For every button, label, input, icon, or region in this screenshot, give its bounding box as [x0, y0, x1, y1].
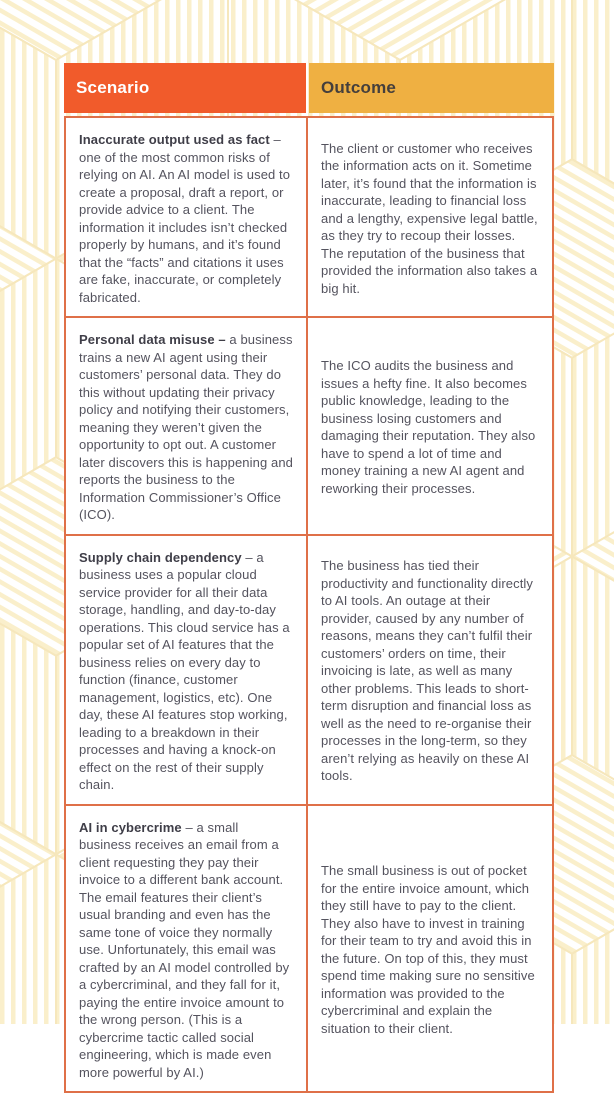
table-row — [66, 318, 552, 536]
table-row — [66, 536, 552, 806]
table-row — [66, 118, 552, 318]
scenario-cell — [66, 806, 308, 1092]
outcome-text: The ICO audits the business and issues a hefty fine. It also becomes public knowledge, leading to the business losing customers and damaging their reputation. They also have to spend a lot of time and money training a new AI agent and reworking their processes. — [321, 358, 536, 496]
scenario-lead: Inaccurate output used as fact — [79, 132, 270, 147]
outcome-header-label: Outcome — [321, 78, 397, 97]
table-body — [64, 116, 554, 1093]
outcome-cell — [308, 806, 552, 1092]
scenario-column-header — [64, 63, 306, 113]
outcome-cell — [308, 536, 552, 804]
scenario-text: a business trains a new AI agent using their customers’ personal data. They do this without updating their privacy policy and notifying their customers, meaning they weren’t given the opportunity to opt out. A customer later discovers this is happening and reports the business to the Information Commissioner’s Office (ICO). — [79, 332, 293, 522]
outcome-text: The business has tied their productivity and functionality directly to AI tools. An outage at their provider, caused by any number of reasons, means they can’t fulfil their customers’ orders on time, their invoicing is late, as well as many other problems. This leads to short-term disruption and financial loss as well as the need to re-organise their processes in the long-term, so they aren’t relying as heavily on these AI tools. — [321, 558, 534, 784]
scenario-header-label: Scenario — [76, 78, 150, 97]
scenario-text: – a business uses a popular cloud service provider for all their data storage, handling, and day-to-day operations. This cloud service has a popular set of AI features that the business relies on every day to function (finance, customer management, logistics, etc). One day, these AI features stop working, leading to a breakdown in their processes and having a knock-on effect on the rest of their supply chain. — [79, 549, 290, 792]
outcome-column-header — [309, 63, 554, 113]
scenario-cell — [66, 118, 308, 316]
outcome-text: The small business is out of pocket for the entire invoice amount, which they still have to pay to the client. They also have to invest in training for their team to try and avoid this in the future. On top of this, they must spend time making sure no sensitive information was provided to the cybercriminal and explain the situation to their client. — [321, 863, 535, 1036]
scenario-text: – one of the most common risks of relying on AI. An AI model is used to create a proposal, draft a report, or provide advice to a client. The information it includes isn’t checked properly by humans, and it’s found that the “facts” and citations it uses are fake, inaccurate, or completely fabricated. — [79, 132, 291, 305]
table-header-row — [64, 63, 554, 113]
scenario-cell — [66, 318, 308, 534]
scenario-text: – a small business receives an email from a client requesting they pay their invoice to a different bank account. The email features their client’s usual branding and even has the same tone of voice they normally use. Unfortunately, this email was crafted by an AI model controlled by a cybercriminal, and they fall for it, paying the entire invoice amount to the wrong person. (This is a cybercrime tactic called social engineering, which is made even more powerful by AI.) — [79, 819, 290, 1080]
outcome-cell — [308, 118, 552, 316]
scenario-cell — [66, 536, 308, 804]
scenario-lead: Supply chain dependency — [79, 549, 242, 565]
table-row — [66, 806, 552, 1092]
risk-outcome-table — [64, 63, 554, 1093]
outcome-cell — [308, 318, 552, 534]
scenario-lead: Personal data misuse – — [79, 332, 226, 347]
scenario-lead: AI in cybercrime — [79, 819, 182, 835]
outcome-text: The client or customer who receives the information acts on it. Sometime later, it’s found that the information is inaccurate, leading to financial loss and a lengthy, expensive legal battle, as they try to recoup their losses. The reputation of the business that provided the information also takes a big hit. — [321, 140, 538, 296]
